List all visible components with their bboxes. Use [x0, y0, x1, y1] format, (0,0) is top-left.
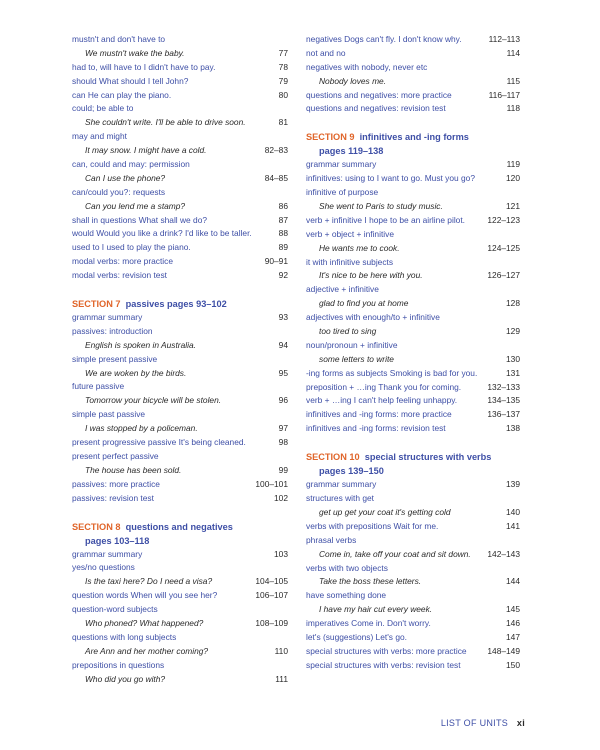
page-number: 78: [278, 61, 288, 72]
entry-text: have something done: [306, 590, 387, 601]
section-gap: [72, 283, 288, 297]
example-entry: [72, 464, 288, 478]
example-entry: [72, 116, 288, 130]
topic-entry: [306, 172, 520, 186]
entry-text: passives: more practice: [72, 478, 160, 489]
page-number: 97: [278, 423, 288, 434]
entry-text: noun/pronoun + infinitive: [306, 339, 398, 350]
page-footer: [441, 718, 525, 728]
entry-text: grammar summary: [306, 479, 377, 490]
contents-left-column: [72, 33, 288, 686]
entry-text: future passive: [72, 381, 125, 392]
section-number: SECTION 10: [306, 452, 360, 463]
page-number: 136–137: [487, 409, 520, 420]
entry-text: questions and negatives: more practice: [306, 89, 452, 100]
topic-entry: [72, 241, 288, 255]
topic-entry: [72, 214, 288, 228]
entry-text: grammar summary: [72, 548, 143, 559]
topic-entry: [72, 75, 288, 89]
entry-text: present progressive passive It's being cleaned.: [72, 437, 246, 448]
topic-entry: [306, 256, 520, 270]
entry-text: question words When will you see her?: [72, 590, 218, 601]
entry-text: modal verbs: revision test: [72, 270, 167, 281]
page-number: 98: [278, 437, 288, 448]
example-entry: [306, 269, 520, 283]
page-number: 81: [278, 117, 288, 128]
page-number: 111: [275, 673, 288, 684]
page-number: 90–91: [264, 256, 288, 267]
topic-entry: [306, 89, 520, 103]
entry-text: infinitives: using to I want to go. Must you go?: [306, 173, 475, 184]
entry-text: used to I used to play the piano.: [72, 242, 191, 253]
section-gap: [72, 506, 288, 520]
entry-text: questions with long subjects: [72, 631, 177, 642]
section-heading: [306, 130, 520, 144]
entry-text: get up get your coat it's getting cold: [319, 506, 451, 517]
topic-entry: [72, 33, 288, 47]
topic-entry: [72, 255, 288, 269]
topic-entry: [72, 102, 288, 116]
topic-entry: [306, 492, 520, 506]
page-number: 106–107: [255, 590, 288, 601]
page-number: 82–83: [264, 145, 288, 156]
topic-entry: [72, 659, 288, 673]
page-number: 84–85: [264, 172, 288, 183]
topic-entry: [72, 353, 288, 367]
entry-text: We mustn't wake the baby.: [85, 47, 185, 58]
entry-text: -ing forms as subjects Smoking is bad for you.: [306, 367, 478, 378]
topic-entry: [72, 380, 288, 394]
page-number: 119: [506, 159, 520, 170]
page-number: 150: [506, 659, 520, 670]
section-title: infinitives and -ing forms: [359, 132, 469, 143]
entry-text: It may snow. I might have a cold.: [85, 145, 207, 156]
entry-text: could; be able to: [72, 103, 134, 114]
entry-text: negatives with nobody, never etc: [306, 61, 428, 72]
topic-entry: [306, 589, 520, 603]
section-title: passives pages 93–102: [125, 299, 227, 310]
topic-entry: [306, 283, 520, 297]
page-number: 114: [506, 47, 520, 58]
entry-text: verb + infinitive I hope to be an airline pilot.: [306, 214, 465, 225]
page-number: 86: [278, 200, 288, 211]
topic-entry: [72, 478, 288, 492]
topic-entry: [72, 436, 288, 450]
entry-text: Is the taxi here? Do I need a visa?: [85, 576, 213, 587]
entry-text: simple present passive: [72, 353, 158, 364]
entry-text: yes/no questions: [72, 562, 135, 573]
page-number: 124–125: [487, 242, 520, 253]
entry-text: modal verbs: more practice: [72, 256, 174, 267]
entry-text: adjective + infinitive: [306, 284, 379, 295]
entry-text: not and no: [306, 47, 346, 58]
entry-text: verb + …ing I can't help feeling unhappy.: [306, 395, 458, 406]
page-number: 138: [506, 423, 520, 434]
section-heading: [306, 450, 520, 464]
entry-text: phrasal verbs: [306, 534, 357, 545]
page-number: 96: [278, 395, 288, 406]
entry-text: mustn't and don't have to: [72, 34, 166, 44]
section-heading: [72, 520, 288, 534]
page-number: 102: [274, 492, 288, 503]
page-number: 79: [278, 75, 288, 86]
entry-text: grammar summary: [306, 159, 377, 170]
entry-text: it with infinitive subjects: [306, 256, 394, 267]
topic-entry: [72, 561, 288, 575]
entry-text: Who did you go with?: [85, 673, 166, 684]
entry-text: shall in questions What shall we do?: [72, 214, 208, 225]
example-entry: [72, 339, 288, 353]
entry-text: verb + object + infinitive: [306, 228, 394, 239]
entry-text: too tired to sing: [319, 326, 377, 337]
example-entry: [306, 575, 520, 589]
page-number: 140: [506, 506, 520, 517]
example-entry: [72, 575, 288, 589]
topic-entry: [306, 367, 520, 381]
page-number: 115: [506, 75, 520, 86]
entry-text: can He can play the piano.: [72, 89, 172, 100]
entry-text: It's nice to be here with you.: [319, 270, 423, 281]
entry-text: Are Ann and her mother coming?: [85, 645, 209, 656]
entry-text: infinitives and -ing forms: more practice: [306, 409, 452, 420]
entry-text: question-word subjects: [72, 604, 158, 615]
topic-entry: [72, 631, 288, 645]
entry-text: I was stopped by a policeman.: [85, 423, 198, 434]
page-number: 116–117: [488, 89, 520, 100]
page-number: 121: [506, 201, 520, 212]
entry-text: had to, will have to I didn't have to pay.: [72, 61, 216, 72]
page-number: 95: [278, 367, 288, 378]
page-number: 110: [274, 645, 288, 656]
entry-text: English is spoken in Australia.: [85, 339, 196, 350]
topic-entry: [72, 89, 288, 103]
topic-entry: [306, 520, 520, 534]
entry-text: passives: introduction: [72, 325, 153, 336]
section-gap: [306, 116, 520, 130]
page-number: 146: [506, 618, 520, 629]
entry-text: imperatives Come in. Don't worry.: [306, 618, 431, 629]
topic-entry: [72, 311, 288, 325]
page-number: 132–133: [487, 381, 520, 392]
topic-entry: [306, 394, 520, 408]
topic-entry: [306, 47, 520, 61]
contents-right-column: [306, 33, 520, 673]
section-title: questions and negatives: [125, 521, 233, 532]
topic-entry: [306, 61, 520, 75]
topic-entry: [306, 617, 520, 631]
topic-entry: [72, 269, 288, 283]
entry-text: infinitive of purpose: [306, 187, 379, 198]
example-entry: [72, 47, 288, 61]
topic-entry: [306, 33, 520, 47]
entry-text: special structures with verbs: revision test: [306, 659, 461, 670]
entry-text: present perfect passive: [72, 450, 159, 461]
example-entry: [72, 617, 288, 631]
page-number: 131: [506, 367, 520, 378]
example-entry: [72, 394, 288, 408]
topic-entry: [72, 325, 288, 339]
entry-text: verbs with prepositions Wait for me.: [306, 520, 439, 531]
entry-text: The house has been sold.: [85, 464, 182, 475]
topic-entry: [306, 311, 520, 325]
entry-text: preposition + …ing Thank you for coming.: [306, 381, 462, 392]
example-entry: [72, 200, 288, 214]
footer-page-number: xi: [516, 718, 525, 728]
entry-text: structures with get: [306, 493, 374, 504]
entry-text: would Would you like a drink? I'd like to be taller.: [72, 228, 252, 239]
page-number: 108–109: [255, 617, 288, 628]
topic-entry: [72, 603, 288, 617]
entry-text: Can you lend me a stamp?: [85, 200, 186, 211]
page-number: 126–127: [487, 270, 520, 281]
entry-text: Come in, take off your coat and sit down.: [319, 548, 471, 559]
section-number: SECTION 8: [72, 521, 121, 532]
page-number: 89: [278, 242, 288, 253]
topic-entry: [72, 548, 288, 562]
page-number: 141: [506, 520, 520, 531]
topic-entry: [72, 408, 288, 422]
page-number: 104–105: [255, 576, 288, 587]
entry-text: passives: revision test: [72, 492, 154, 503]
example-entry: [72, 422, 288, 436]
entry-text: grammar summary: [72, 312, 143, 323]
section-heading: [72, 297, 288, 311]
page-number: 99: [278, 464, 288, 475]
example-entry: [306, 297, 520, 311]
page-number: 144: [506, 576, 520, 587]
entry-text: She went to Paris to study music.: [319, 201, 443, 212]
page-number: 94: [278, 339, 288, 350]
topic-entry: [306, 534, 520, 548]
example-entry: [306, 506, 520, 520]
page-number: 142–143: [487, 548, 520, 559]
entry-text: some letters to write: [319, 353, 394, 364]
entry-text: Tomorrow your bicycle will be stolen.: [85, 395, 222, 406]
example-entry: [72, 673, 288, 687]
page-number: 88: [278, 228, 288, 239]
page-number: 122–123: [487, 214, 520, 225]
page-number: 103: [274, 548, 288, 559]
topic-entry: [72, 227, 288, 241]
page-number: 129: [506, 326, 520, 337]
topic-entry: [306, 408, 520, 422]
page-number: 112–113: [488, 34, 520, 44]
page-number: 147: [506, 631, 520, 642]
entry-text: adjectives with enough/to + infinitive: [306, 312, 440, 323]
example-entry: [306, 75, 520, 89]
example-entry: [72, 645, 288, 659]
topic-entry: [72, 450, 288, 464]
topic-entry: [306, 478, 520, 492]
entry-text: may and might: [72, 131, 127, 142]
entry-text: can/could you?: requests: [72, 186, 166, 197]
topic-entry: [306, 631, 520, 645]
entry-text: should What should I tell John?: [72, 75, 189, 86]
footer-label: LIST OF UNITS: [440, 718, 509, 728]
entry-text: I have my hair cut every week.: [319, 604, 433, 615]
topic-entry: [72, 158, 288, 172]
topic-entry: [306, 659, 520, 673]
topic-entry: [306, 562, 520, 576]
entry-text: questions and negatives: revision test: [306, 103, 446, 114]
topic-entry: [306, 214, 520, 228]
entry-text: glad to find you at home: [319, 298, 409, 309]
page-number: 134–135: [487, 395, 520, 406]
page-number: 130: [506, 353, 520, 364]
page-number: 139: [506, 479, 520, 490]
entry-text: simple past passive: [72, 409, 146, 420]
entry-text: She couldn't write. I'll be able to drive soon.: [85, 117, 246, 128]
topic-entry: [306, 339, 520, 353]
example-entry: [306, 353, 520, 367]
topic-entry: [306, 228, 520, 242]
page-number: 118: [506, 103, 520, 114]
example-entry: [72, 144, 288, 158]
topic-entry: [306, 422, 520, 436]
example-entry: [306, 325, 520, 339]
entry-text: Nobody loves me.: [319, 75, 387, 86]
page-number: 120: [506, 173, 520, 184]
example-entry: [72, 172, 288, 186]
entry-text: He wants me to cook.: [319, 242, 400, 253]
entry-text: Can I use the phone?: [85, 172, 166, 183]
topic-entry: [306, 102, 520, 116]
entry-text: can, could and may: permission: [72, 159, 190, 170]
page-number: 148–149: [487, 645, 520, 656]
example-entry: [306, 548, 520, 562]
topic-entry: [72, 130, 288, 144]
example-entry: [306, 603, 520, 617]
section-number: SECTION 9: [306, 132, 355, 143]
page-number: 145: [506, 604, 520, 615]
page-number: 87: [278, 214, 288, 225]
page-number: 77: [278, 47, 288, 58]
topic-entry: [72, 61, 288, 75]
page-number: 80: [278, 89, 288, 100]
entry-text: negatives Dogs can't fly. I don't know why.: [306, 34, 462, 44]
entry-text: infinitives and -ing forms: revision test: [306, 423, 446, 434]
topic-entry: [306, 381, 520, 395]
entry-text: Take the boss these letters.: [319, 576, 422, 587]
topic-entry: [72, 492, 288, 506]
section-number: SECTION 7: [72, 299, 121, 310]
entry-text: prepositions in questions: [72, 659, 165, 670]
topic-entry: [306, 645, 520, 659]
page-number: 100–101: [255, 478, 288, 489]
section-pages: pages 103–118: [85, 535, 150, 546]
section-gap: [306, 436, 520, 450]
example-entry: [306, 200, 520, 214]
topic-entry: [72, 186, 288, 200]
example-entry: [72, 367, 288, 381]
entry-text: let's (suggestions) Let's go.: [306, 631, 407, 642]
section-pages: pages 139–150: [319, 466, 384, 477]
page-number: 92: [278, 270, 288, 281]
page-number: 93: [278, 312, 288, 323]
entry-text: We are woken by the birds.: [85, 367, 187, 378]
entry-text: Who phoned? What happened?: [85, 617, 204, 628]
topic-entry: [72, 589, 288, 603]
entry-text: verbs with two objects: [306, 562, 388, 573]
page-number: 128: [506, 298, 520, 309]
example-entry: [306, 242, 520, 256]
topic-entry: [306, 186, 520, 200]
section-title: special structures with verbs: [364, 452, 492, 463]
entry-text: special structures with verbs: more practice: [306, 645, 467, 656]
topic-entry: [306, 158, 520, 172]
section-pages: pages 119–138: [319, 146, 384, 157]
